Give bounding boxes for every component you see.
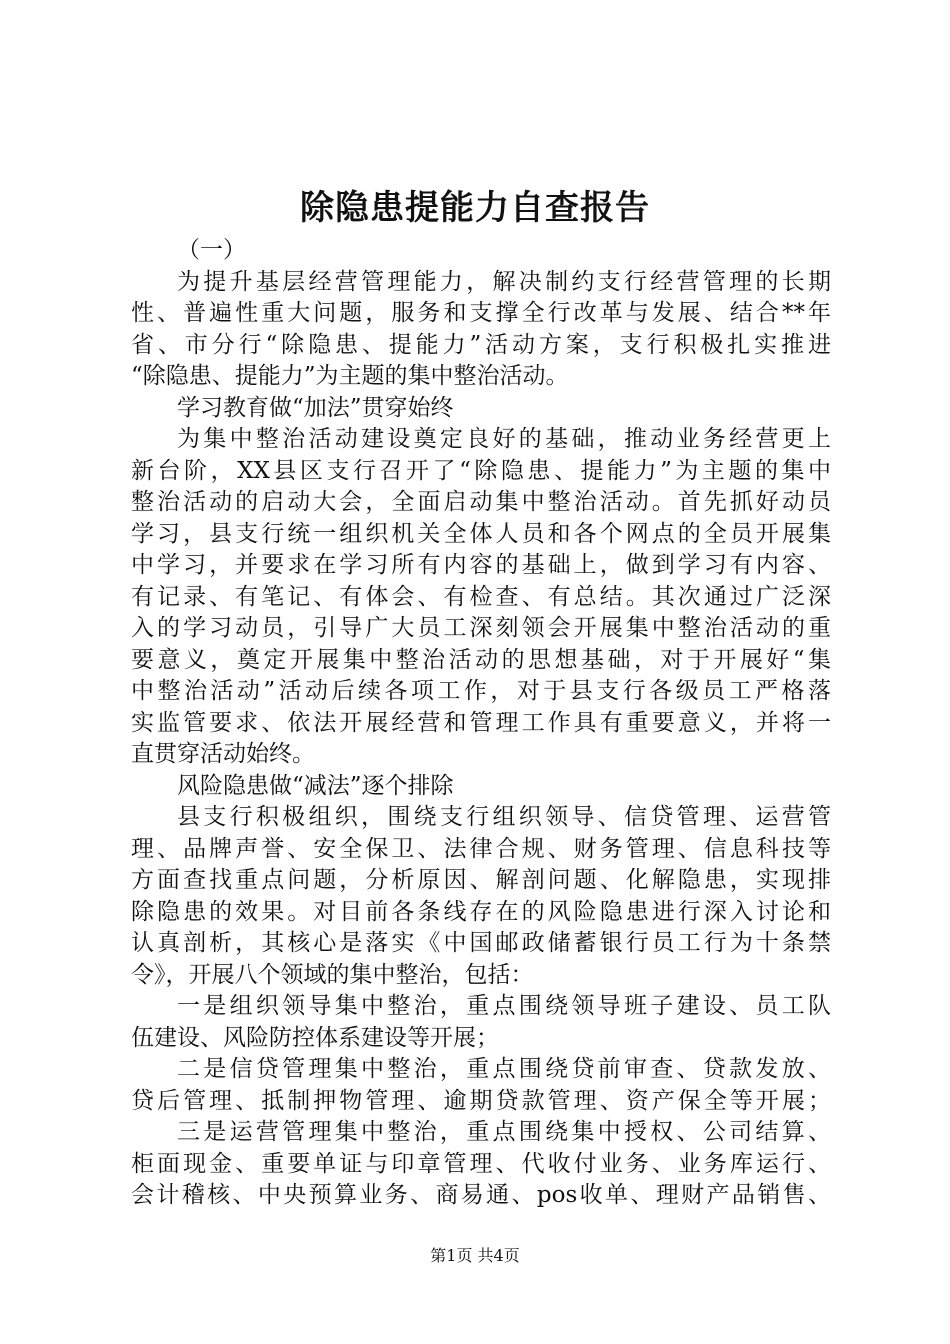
text-line: 为提升基层经营管理能力，解决制约支行经营管理的长期 — [177, 268, 831, 295]
text-line: 实监管要求、依法开展经营和管理工作具有重要意义，并将一 — [131, 709, 831, 736]
text-line: 直贯穿活动始终。 — [131, 741, 315, 767]
text-line: 理、品牌声誉、安全保卫、法律合规、财务管理、信息科技等 — [131, 835, 831, 862]
text-line: 柜面现金、重要单证与印章管理、代收付业务、业务库运行、 — [131, 1150, 831, 1177]
text-line: 有记录、有笔记、有体会、有检查、有总结。其次通过广泛深 — [131, 583, 831, 610]
page-indicator: 第1页 共4页 — [430, 1246, 520, 1265]
text-line: 三是运营管理集中整治，重点围绕集中授权、公司结算、 — [177, 1119, 831, 1145]
text-line: 新台阶，XX县区支行召开了“除隐患、提能力”为主题的集中 — [131, 457, 831, 484]
text-line: 中学习，并要求在学习所有内容的基础上，做到学习有内容、 — [131, 552, 831, 578]
document-body — [131, 235, 831, 1212]
text-line: 县支行积极组织，围绕支行组织领导、信贷管理、运营管 — [177, 804, 831, 830]
text-line: 一是组织领导集中整治，重点围绕领导班子建设、员工队 — [177, 993, 831, 1019]
text-line: 整治活动的启动大会，全面启动集中整治活动。首先抓好动员 — [131, 489, 831, 515]
text-line: 除隐患的效果。对目前各条线存在的风险隐患进行深入讨论和 — [131, 898, 831, 925]
text-line: 风险隐患做“减法”逐个排除 — [177, 772, 454, 799]
text-line: 伍建设、风险防控体系建设等开展； — [131, 1024, 499, 1051]
text-line: 学习，县支行统一组织机关全体人员和各个网点的全员开展集 — [131, 520, 831, 547]
text-line: 学习教育做“加法”贯穿始终 — [177, 394, 454, 421]
document-title: 除隐患提能力自查报告 — [300, 188, 650, 228]
text-line: 二是信贷管理集中整治，重点围绕贷前审查、贷款发放、 — [177, 1056, 831, 1082]
text-line: （一） — [177, 237, 246, 263]
text-line: 中整治活动”活动后续各项工作，对于县支行各级员工严格落 — [131, 678, 831, 704]
text-line: 为集中整治活动建设奠定良好的基础，推动业务经营更上 — [177, 426, 831, 452]
text-line: 要意义，奠定开展集中整治活动的思想基础，对于开展好“集 — [131, 646, 831, 673]
text-line: 性、普遍性重大问题，服务和支撑全行改革与发展、结合**年 — [131, 300, 831, 326]
text-line: 令》，开展八个领域的集中整治，包括： — [131, 961, 534, 988]
text-line: “除隐患、提能力”为主题的集中整治活动。 — [131, 363, 569, 389]
text-line: 认真剖析，其核心是落实《中国邮政储蓄银行员工行为十条禁 — [131, 930, 831, 956]
text-line: 入的学习动员，引导广大员工深刻领会开展集中整治活动的重 — [131, 615, 831, 641]
text-line: 会计稽核、中央预算业务、商易通、pos收单、理财产品销售、 — [131, 1182, 831, 1208]
text-line: 贷后管理、抵制押物管理、逾期贷款管理、资产保全等开展； — [131, 1087, 831, 1114]
text-line: 省、市分行“除隐患、提能力”活动方案，支行积极扎实推进 — [131, 331, 831, 358]
text-line: 方面查找重点问题，分析原因、解剖问题、化解隐患，实现排 — [131, 867, 831, 893]
